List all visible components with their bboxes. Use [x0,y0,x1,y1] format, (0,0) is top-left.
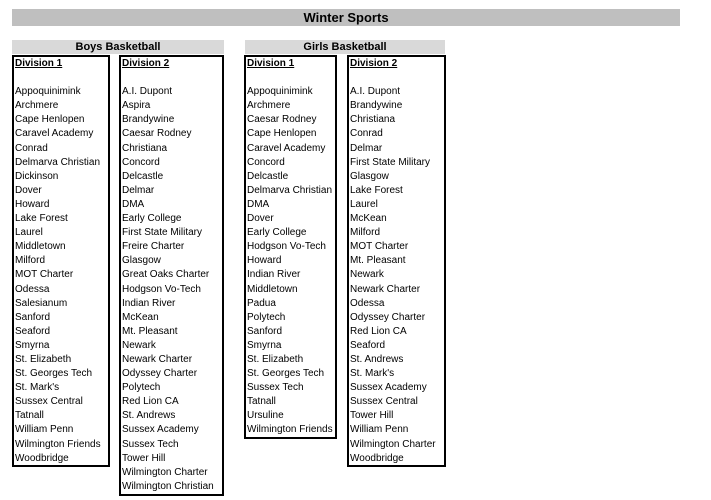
team-item: Polytech [247,311,286,323]
team-item: Early College [122,213,182,225]
girls-division-2-box [347,55,446,467]
team-item: MOT Charter [350,241,409,253]
team-item: Aspira [122,100,151,112]
team-item: St. Elizabeth [247,353,304,365]
boys-basketball-heading: Boys Basketball [12,40,224,54]
team-item: Sussex Academy [350,382,427,394]
team-item: Archmere [15,100,59,112]
team-item: St. Georges Tech [15,368,93,380]
team-item: A.I. Dupont [350,86,401,98]
team-item: Wilmington Friends [15,438,101,450]
team-item: Appoquinimink [15,86,81,98]
division-label: Division 1 [15,58,63,69]
team-list [122,85,222,494]
team-item: William Penn [350,424,409,436]
team-item: Middletown [15,241,66,253]
team-item: Laurel [350,198,378,210]
spacer [122,71,222,85]
team-item: A.I. Dupont [122,86,173,98]
team-item: Odyssey Charter [122,368,198,380]
team-item: Concord [122,156,160,168]
team-item: Indian River [247,269,301,281]
team-item: Delmar [122,184,155,196]
team-item: Delcastle [247,170,289,182]
division-label: Division 2 [350,58,398,69]
girls-division-1-box [244,55,337,439]
team-item: Seaford [350,339,386,351]
division-label: Division 2 [122,58,170,69]
team-item: Lake Forest [15,213,68,225]
team-item: Sussex Tech [122,438,179,450]
team-item: Delmar [350,142,383,154]
team-item: Tower Hill [122,452,166,464]
team-item: Hodgson Vo-Tech [122,283,201,295]
team-item: St. Elizabeth [15,353,72,365]
team-item: Early College [247,227,307,239]
team-item: Freire Charter [122,241,185,253]
team-item: Delcastle [122,170,164,182]
team-item: Hodgson Vo-Tech [247,241,326,253]
team-item: St. Mark's [15,382,60,394]
team-item: Dover [247,213,274,225]
division-label: Division 1 [247,58,295,69]
team-item: Caesar Rodney [247,114,317,126]
team-item: Newark [122,339,156,351]
team-item: McKean [122,311,159,323]
team-item: Wilmington Friends [247,424,333,436]
team-item: Red Lion CA [122,396,179,408]
team-item: Seaford [15,325,51,337]
team-item: Polytech [122,382,161,394]
spacer [247,71,335,85]
team-item: Wilmington Christian [122,480,214,492]
team-item: MOT Charter [15,269,74,281]
team-item: Cape Henlopen [15,114,85,126]
team-item: Brandywine [350,100,403,112]
team-item: Wilmington Charter [350,438,436,450]
team-item: Mt. Pleasant [122,325,178,337]
team-item: Odessa [350,297,385,309]
team-item: Woodbridge [15,452,69,464]
team-item: DMA [247,198,270,210]
team-item: Christiana [122,142,168,154]
team-item: Padua [247,297,276,309]
team-item: St. Andrews [350,353,404,365]
team-item: Sanford [247,325,283,337]
team-item: McKean [350,213,387,225]
team-item: Glasgow [350,170,389,182]
team-item: Appoquinimink [247,86,313,98]
team-item: DMA [122,198,145,210]
team-item: Glasgow [122,255,161,267]
team-item: St. Mark's [350,368,395,380]
team-item: Newark Charter [122,353,193,365]
team-item: Lake Forest [350,184,403,196]
team-item: Milford [15,255,46,267]
team-item: Red Lion CA [350,325,407,337]
team-item: Milford [350,227,381,239]
team-item: Great Oaks Charter [122,269,210,281]
team-item: Tatnall [247,396,276,408]
team-item: Newark Charter [350,283,421,295]
team-item: Middletown [247,283,298,295]
team-item: Tatnall [15,410,44,422]
team-item: Delmarva Christian [247,184,333,196]
team-item: Laurel [15,227,43,239]
team-item: Delmarva Christian [15,156,101,168]
team-item: Howard [15,198,50,210]
team-item: Concord [247,156,285,168]
team-item: Ursuline [247,410,284,422]
team-item: Odessa [15,283,50,295]
team-item: Tower Hill [350,410,394,422]
team-item: William Penn [15,424,74,436]
team-item: First State Military [350,156,431,168]
team-item: Dickinson [15,170,59,182]
team-item: First State Military [122,227,203,239]
boys-division-2-box [119,55,224,496]
team-item: Smyrna [15,339,50,351]
team-item: Smyrna [247,339,282,351]
team-item: Conrad [15,142,48,154]
team-item: Sussex Central [350,396,418,408]
team-list [15,85,108,466]
team-item: Dover [15,184,42,196]
team-item: Woodbridge [350,452,404,464]
team-item: Brandywine [122,114,175,126]
team-item: Sussex Tech [247,382,304,394]
team-item: Sussex Academy [122,424,199,436]
team-item: Cape Henlopen [247,128,317,140]
team-item: Mt. Pleasant [350,255,406,267]
team-item: Caravel Academy [15,128,94,140]
spacer [15,71,108,85]
team-item: Conrad [350,128,383,140]
team-item: Salesianum [15,297,68,309]
spacer [350,71,444,85]
page-title: Winter Sports [12,9,680,26]
team-item: Caravel Academy [247,142,326,154]
team-item: Wilmington Charter [122,466,208,478]
girls-basketball-heading: Girls Basketball [245,40,445,54]
team-item: Indian River [122,297,176,309]
team-item: St. Andrews [122,410,176,422]
team-list [247,85,335,437]
team-item: Odyssey Charter [350,311,426,323]
team-item: Sanford [15,311,51,323]
team-item: Sussex Central [15,396,83,408]
team-item: Archmere [247,100,291,112]
team-item: St. Georges Tech [247,368,325,380]
team-list [350,85,444,466]
team-item: Howard [247,255,282,267]
team-item: Newark [350,269,384,281]
team-item: Christiana [350,114,396,126]
team-item: Caesar Rodney [122,128,192,140]
boys-division-1-box [12,55,110,467]
